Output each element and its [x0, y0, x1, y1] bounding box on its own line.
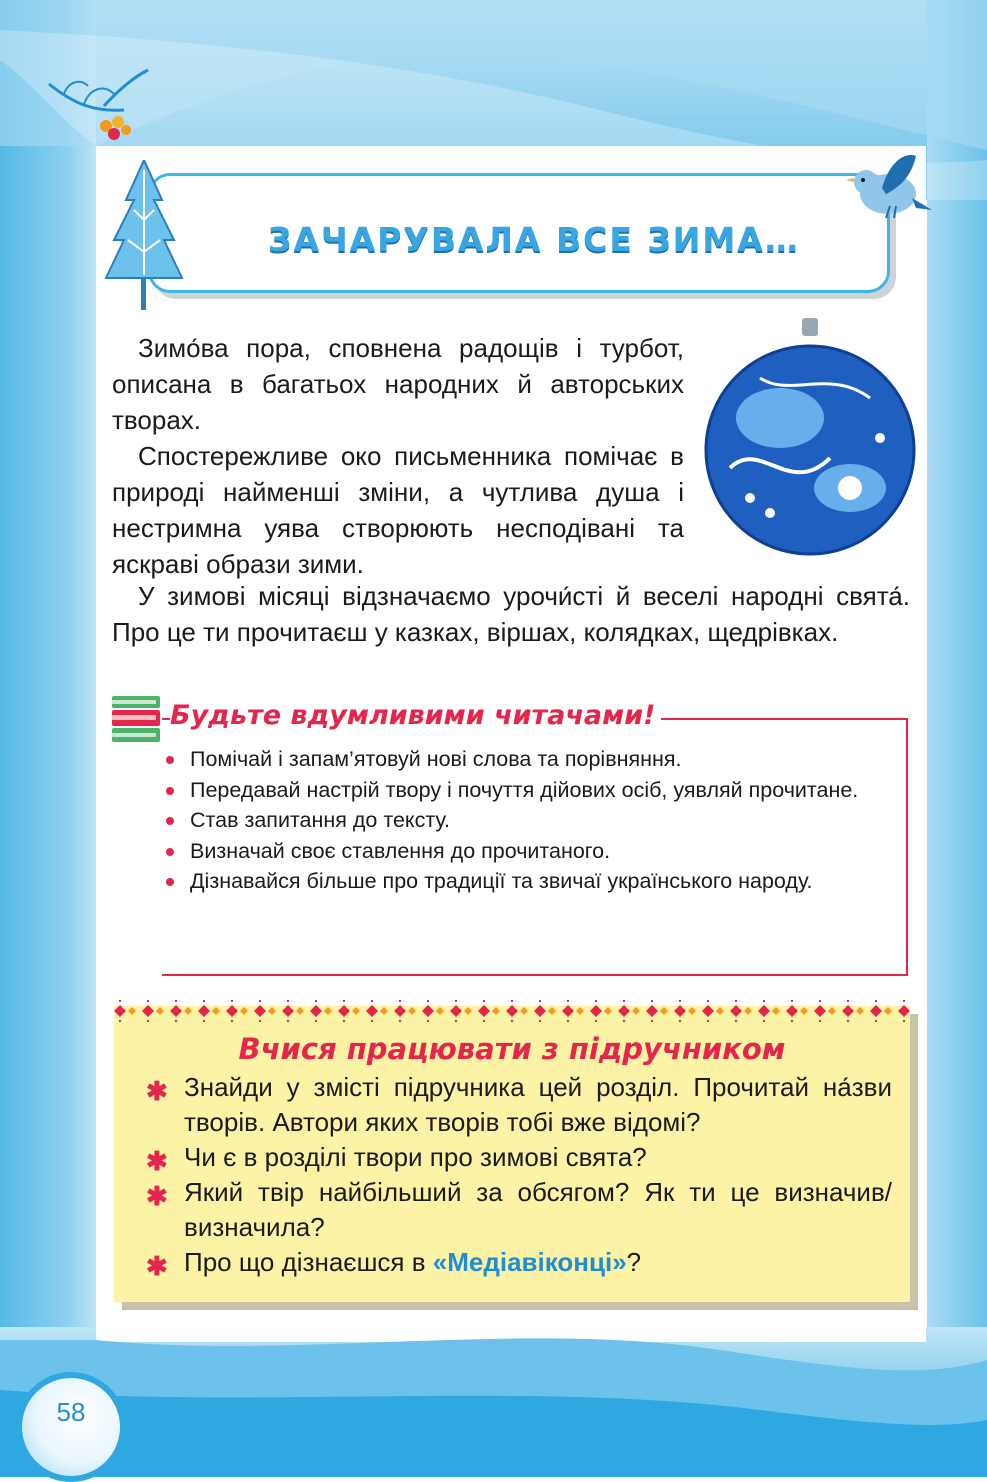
star-bullet-icon: ✱ [146, 1146, 168, 1176]
list-item [146, 1140, 892, 1176]
bottom-wave [0, 1300, 987, 1477]
star-bullet-icon: ✱ [146, 1076, 168, 1106]
list-item: Став запитання до тексту. [190, 805, 892, 836]
list-item-text: Про що дізнаєшся в [184, 1247, 433, 1277]
page-number [16, 1372, 126, 1482]
background-right [927, 0, 987, 1477]
berry-decoration-icon [44, 64, 154, 144]
list-item-text: Який твір найбільший за обсягом? Як ти це визначив/визначила? [184, 1177, 892, 1242]
background-left [0, 0, 96, 1477]
embroidery-border [110, 996, 910, 1026]
intro-paragraph-1: Зимо́ва пора, сповнена радощів і турбот, описана в багатьох народних й авторських творах. [112, 333, 684, 435]
textbook-heading: Вчися працювати з підручником [238, 1032, 786, 1066]
media-window-link[interactable]: «Медіавіконці» [432, 1247, 627, 1277]
textbook-list [146, 1070, 892, 1281]
intro-paragraph-2: Спостережливе око письменника помічає в природі найменші зміни, а чутлива душа і нестримна уява створюють несподівані та яскраві образи зими. [112, 441, 684, 579]
page-number-text: 58 [56, 1397, 86, 1427]
list-item: Помічай і запам’ятовуй нові слова та порівняння. [190, 744, 892, 775]
readers-list [190, 744, 892, 897]
list-item: Дізнавайся більше про традиції та звичаї українського народу. [190, 866, 892, 897]
list-item [146, 1245, 892, 1281]
bird-icon [846, 150, 936, 225]
tree-icon [104, 160, 184, 310]
list-item: Визначай своє ставлення до прочитаного. [190, 836, 892, 867]
star-bullet-icon: ✱ [146, 1181, 168, 1211]
list-item-suffix: ? [626, 1247, 642, 1277]
ornament-ball-icon [700, 318, 920, 558]
intro-paragraph-3: У зимові місяці відзначаємо урочи́сті й веселі народні свята́. Про це ти прочитаєш у казках, віршах, колядках, щедрівках. [112, 581, 910, 647]
list-item [146, 1175, 892, 1245]
list-item-text: Знайди у змісті підручника цей розділ. Прочитай на́зви творів. Автори яких творів тобі вже відомі? [184, 1072, 892, 1137]
list-item: Передавай настрій твору і почуття дійових осіб, уявляй прочитане. [190, 775, 892, 806]
page-title: ЗАЧАРУВАЛА ВСЕ ЗИМА… [268, 220, 800, 259]
readers-heading: Будьте вдумливими читачами! [170, 700, 661, 731]
star-bullet-icon: ✱ [146, 1251, 168, 1281]
list-item [146, 1070, 892, 1140]
list-item-text: Чи є в розділі твори про зимові свята? [184, 1142, 647, 1172]
books-icon [110, 694, 162, 746]
